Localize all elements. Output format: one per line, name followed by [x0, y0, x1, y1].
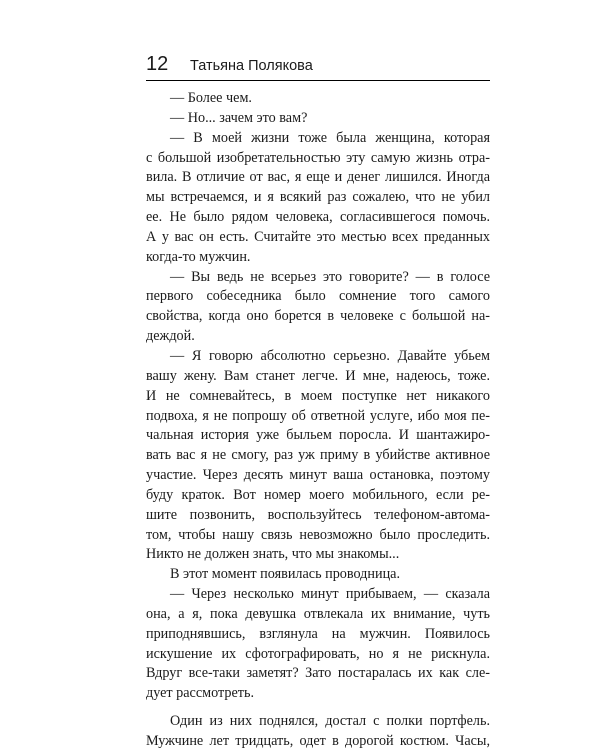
text-line: — В моей жизни тоже была женщина, которая: [170, 129, 490, 146]
text-line: с большой изобретательностью эту самую жизнь отра-: [146, 149, 490, 166]
text-line: — Я говорю абсолютно серьезно. Давайте убьем: [170, 347, 490, 364]
text-line: В этот момент появилась проводница.: [170, 566, 401, 583]
text-line: дует рассмотреть.: [146, 685, 255, 702]
text-line: — Через несколько минут прибываем, — сказала: [170, 586, 490, 603]
text-line: она, а я, пока девушка отвлекала их внимание, чуть: [146, 605, 490, 622]
text-line: приподнявшись, взглянула на мужчин. Появилось: [146, 625, 490, 642]
text-line: буду краток. Вот номер моего мобильного, если ре-: [146, 486, 490, 503]
text-line: подвоха, я не попрошу об ответной услуге, ибо моя пе-: [146, 407, 490, 424]
text-line: — Но... зачем это вам?: [170, 109, 308, 126]
body-text: [146, 89, 490, 752]
page-number: 12: [146, 53, 169, 75]
text-line: когда-то мужчин.: [146, 248, 251, 265]
text-line: том, чтобы нашу связь невозможно было проследить.: [146, 526, 490, 543]
text-line: искушение их сфотографировать, но я не рискнула.: [146, 645, 490, 662]
text-line: Никто не должен знать, что мы знакомы...: [146, 546, 400, 563]
paragraph-gap: [146, 704, 490, 712]
text-line: первого собеседника было сомнение того самого: [146, 288, 490, 305]
text-line: участие. Через десять минут ваша остановка, поэтому: [146, 467, 490, 484]
running-title: Татьяна Полякова: [190, 58, 313, 74]
text-line: вать вас я не смогу, раз уж приму в убийстве активное: [146, 447, 490, 464]
text-line: — Вы ведь не всерьез это говорите? — в голосе: [170, 268, 490, 285]
text-line: деждой.: [146, 328, 195, 345]
text-line: вила. В отличие от вас, я еще и денег лишился. Иногда: [146, 169, 490, 186]
text-line: шите позвонить, воспользуйтесь телефоном-автома-: [146, 506, 490, 523]
text-line: свойства, когда оно борется в человеке с большой на-: [146, 308, 490, 325]
text-line: ее. Не было рядом человека, согласившегося помочь.: [146, 209, 490, 226]
text-line: Мужчине лет тридцать, одет в дорогой костюм. Часы,: [146, 733, 490, 749]
text-line: — Более чем.: [170, 90, 252, 106]
page-header: [146, 50, 490, 81]
text-line: А у вас он есть. Считайте это местью всех преданных: [146, 228, 490, 245]
text-line: И не сомневайтесь, в моем поступке нет никакого: [146, 387, 490, 404]
text-line: мы встречаемся, и я всякий раз сожалею, что не убил: [146, 189, 490, 206]
text-line: Один из них поднялся, достал с полки портфель.: [170, 713, 490, 730]
text-line: чальная история уже быльем поросла. И шантажиро-: [146, 427, 490, 444]
text-line: вашу жену. Вам станет легче. И мне, надеюсь, тоже.: [146, 367, 490, 384]
text-line: Вдруг все-таки заметят? Зато постаралась их как сле-: [146, 665, 490, 682]
